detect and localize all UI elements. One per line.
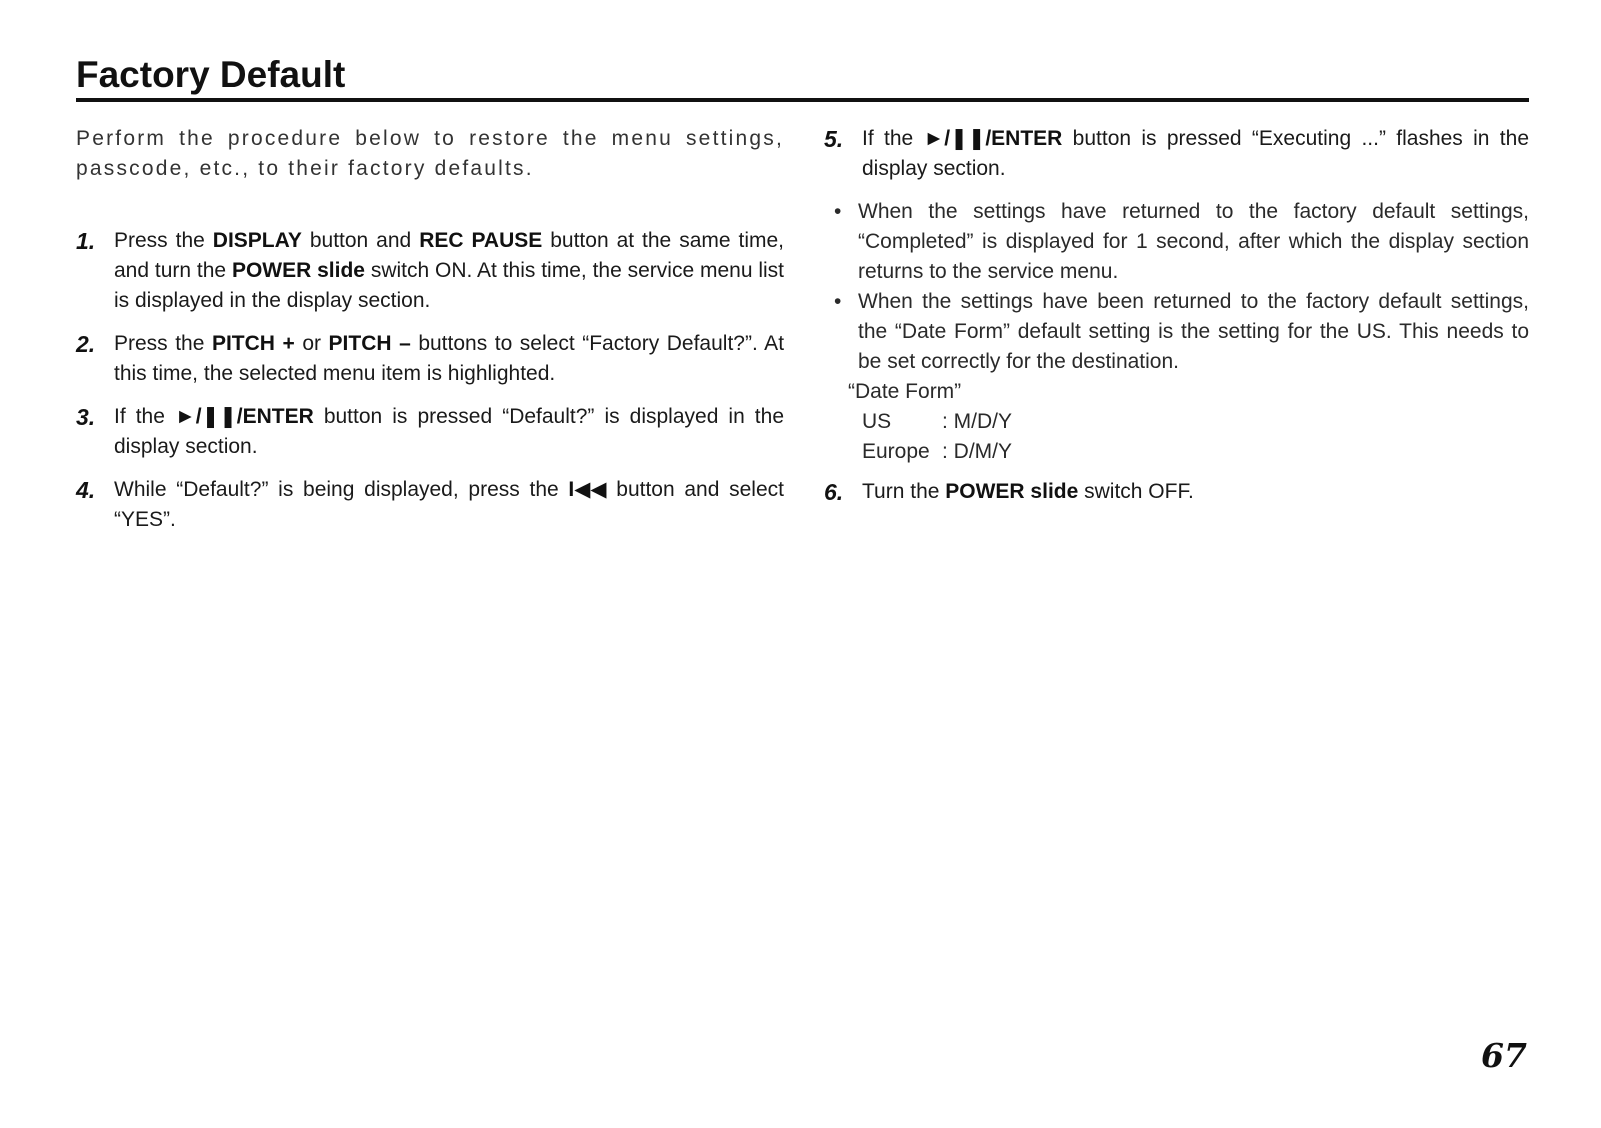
note-text: When the settings have been returned to the factory default settings, the “Date Form” default setting is the setting for the US. This needs to be set correctly for the destination.	[858, 290, 1529, 373]
step-text: While “Default?” is being displayed, press the I◀◀ button and select “YES”.	[114, 475, 784, 535]
date-form-region: US	[862, 410, 892, 433]
step-3	[76, 402, 784, 462]
bullet-icon: •	[834, 290, 842, 313]
date-form-row	[862, 407, 1529, 437]
step-number: 3.	[76, 404, 96, 430]
play-pause-enter-icon: ►/❚❚/ENTER	[174, 405, 314, 428]
note-bullet	[834, 287, 1529, 377]
display-button-label: DISPLAY	[212, 229, 302, 252]
date-form-region: Europe	[862, 440, 930, 463]
step-text: If the ►/❚❚/ENTER button is pressed “Default?” is displayed in the display section.	[114, 402, 784, 462]
date-form-heading: “Date Form”	[848, 380, 962, 403]
date-form-value: : D/M/Y	[942, 440, 1013, 463]
pitch-minus-label: PITCH –	[328, 332, 411, 355]
left-column	[76, 124, 784, 548]
step-text: Press the PITCH + or PITCH – buttons to select “Factory Default?”. At this time, the selected menu item is highlighted.	[114, 332, 785, 385]
step-2	[76, 329, 784, 389]
step-6	[824, 477, 1529, 507]
step-number: 5.	[824, 126, 844, 152]
intro-paragraph: Perform the procedure below to restore the menu settings, passcode, etc., to their factory defaults.	[76, 127, 784, 180]
step-text: Press the DISPLAY button and REC PAUSE button at the same time, and turn the POWER slide switch ON. At this time, the service menu list is displayed in the display section.	[114, 229, 785, 312]
step-number: 1.	[76, 228, 96, 254]
step-4	[76, 475, 784, 535]
step-1	[76, 226, 784, 316]
step-5	[824, 124, 1529, 184]
note-bullet	[834, 197, 1529, 287]
right-column	[824, 124, 1529, 520]
pitch-plus-label: PITCH +	[211, 332, 295, 355]
page-number: 67	[1481, 1036, 1527, 1075]
title-divider	[76, 98, 1529, 102]
step-text: If the ►/❚❚/ENTER button is pressed “Executing ...” flashes in the display section.	[862, 124, 1529, 184]
step-number: 6.	[824, 479, 844, 505]
page-title: Factory Default	[76, 54, 346, 95]
rec-pause-button-label: REC PAUSE	[419, 229, 543, 252]
step-number: 4.	[76, 477, 96, 503]
date-form-value: : M/D/Y	[942, 410, 1013, 433]
power-slide-label: POWER slide	[945, 480, 1079, 503]
skip-back-icon: I◀◀	[568, 478, 607, 501]
power-slide-label: POWER slide	[231, 259, 365, 282]
note-text: When the settings have returned to the factory default settings, “Completed” is displayed for 1 second, after which the display section returns to the service menu.	[858, 200, 1529, 283]
play-pause-enter-icon: ►/❚❚/ENTER	[923, 127, 1063, 150]
step-number: 2.	[76, 331, 96, 357]
step-text: Turn the POWER slide switch OFF.	[862, 480, 1194, 503]
bullet-icon: •	[834, 200, 842, 223]
date-form-row	[862, 437, 1529, 467]
